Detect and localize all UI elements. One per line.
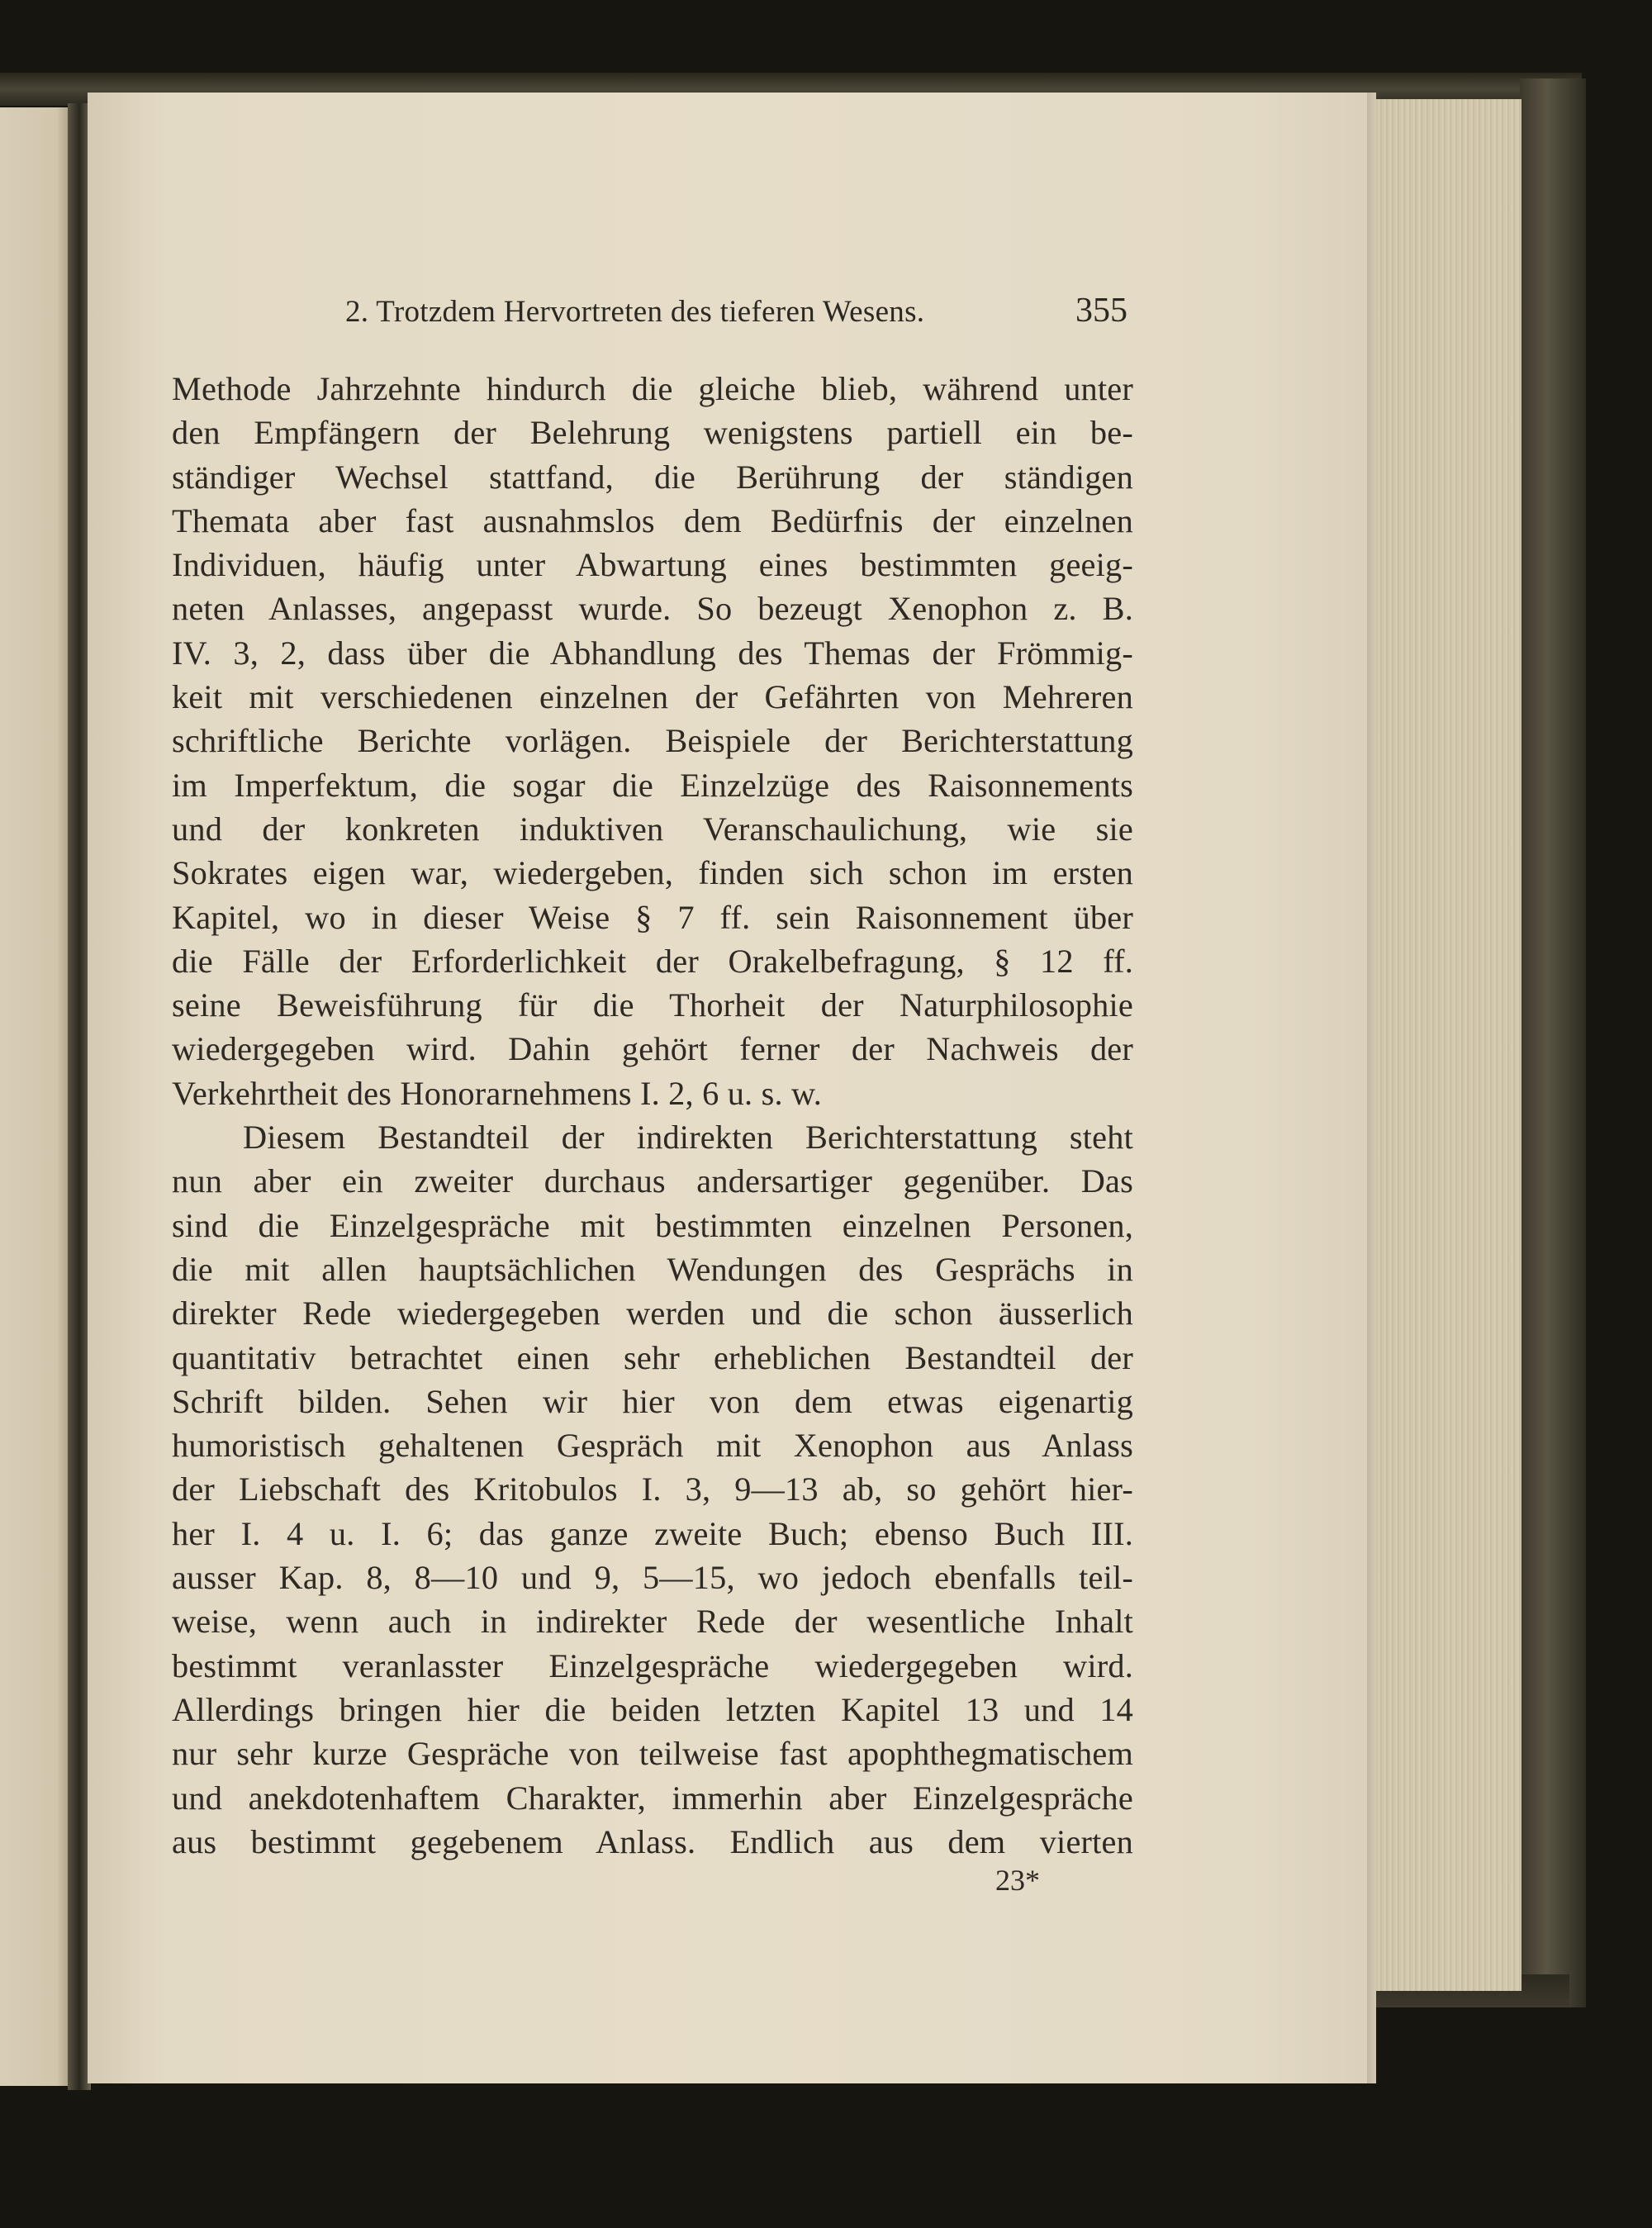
text-line: ausser Kap. 8, 8—10 und 9, 5—15, wo jedoch ebenfalls teil- <box>172 1559 1133 1597</box>
page-edge-shadow <box>1367 93 1379 2083</box>
text-line: Schrift bilden. Sehen wir hier von dem etwas eigenartig <box>172 1382 1133 1420</box>
text-line: Allerdings bringen hier die beiden letzten Kapitel 13 und 14 <box>172 1690 1133 1728</box>
text-line: und der konkreten induktiven Veranschaulichung, wie sie <box>172 810 1133 848</box>
text-line: die mit allen hauptsächlichen Wendungen des Gesprächs in <box>172 1250 1133 1288</box>
previous-page-edge <box>0 107 71 2086</box>
text-line: die Fälle der Erforderlichkeit der Orakelbefragung, § 12 ff. <box>172 942 1133 980</box>
text-line: Sokrates eigen war, wiedergeben, finden sich schon im ersten <box>172 854 1133 892</box>
text-line: nun aber ein zweiter durchaus andersartiger gegenüber. Das <box>172 1162 1133 1200</box>
text-line: bestimmt veranlasster Einzelgespräche wiedergegeben wird. <box>172 1646 1133 1684</box>
text-line: im Imperfektum, die sogar die Einzelzüge des Raisonnements <box>172 766 1133 804</box>
text-line: Methode Jahrzehnte hindurch die gleiche blieb, während unter <box>172 370 1133 407</box>
text-line: Individuen, häufig unter Abwartung eines bestimmten geeig- <box>172 546 1133 584</box>
book-cover-right <box>1520 78 1586 2007</box>
text-line: keit mit verschiedenen einzelnen der Gefährten von Mehreren <box>172 678 1133 716</box>
text-line: neten Anlasses, angepasst wurde. So bezeugt Xenophon z. B. <box>172 590 1133 628</box>
text-line: seine Beweisführung für die Thorheit der Naturphilosophie <box>172 986 1133 1024</box>
text-line: den Empfängern der Belehrung wenigstens partiell ein be- <box>172 414 1133 452</box>
text-line: Kapitel, wo in dieser Weise § 7 ff. sein Raisonnement über <box>172 898 1133 936</box>
text-line: schriftliche Berichte vorlägen. Beispiele der Berichterstattung <box>172 722 1133 760</box>
text-line: ständiger Wechsel stattfand, die Berührung der ständigen <box>172 458 1133 496</box>
text-line: Diesem Bestandteil der indirekten Berichterstattung steht <box>243 1119 1133 1157</box>
text-line: direkter Rede wiedergegeben werden und die schon äusserlich <box>172 1295 1133 1333</box>
text-line: nur sehr kurze Gespräche von teilweise fast apophthegmatischem <box>172 1735 1133 1773</box>
text-line: der Liebschaft des Kritobulos I. 3, 9—13 ab, so gehört hier- <box>172 1470 1133 1508</box>
text-line: Verkehrtheit des Honorarnehmens I. 2, 6 u. s. w. <box>172 1074 822 1112</box>
text-line: her I. 4 u. I. 6; das ganze zweite Buch; ebenso Buch III. <box>172 1514 1133 1552</box>
signature-mark: 23* <box>995 1864 1040 1897</box>
text-line: Themata aber fast ausnahmslos dem Bedürfnis der einzelnen <box>172 501 1133 539</box>
page-number: 355 <box>1075 292 1127 330</box>
text-line: humoristisch gehaltenen Gespräch mit Xenophon aus Anlass <box>172 1427 1133 1465</box>
text-line: weise, wenn auch in indirekter Rede der wesentliche Inhalt <box>172 1603 1133 1641</box>
page-fore-edge <box>1371 99 1521 1991</box>
text-line: IV. 3, 2, dass über die Abhandlung des Themas der Frömmig- <box>172 634 1133 672</box>
text-line: quantitativ betrachtet einen sehr erheblichen Bestandteil der <box>172 1338 1133 1376</box>
text-line: aus bestimmt gegebenem Anlass. Endlich aus dem vierten <box>172 1822 1133 1860</box>
text-line: wiedergegeben wird. Dahin gehört ferner der Nachweis der <box>172 1030 1133 1068</box>
text-line: sind die Einzelgespräche mit bestimmten einzelnen Personen, <box>172 1206 1133 1244</box>
text-line: und anekdotenhaftem Charakter, immerhin aber Einzelgespräche <box>172 1779 1133 1817</box>
running-head: 2. Trotzdem Hervortreten des tieferen Wesens. <box>345 295 925 329</box>
body-text <box>172 367 1133 1864</box>
